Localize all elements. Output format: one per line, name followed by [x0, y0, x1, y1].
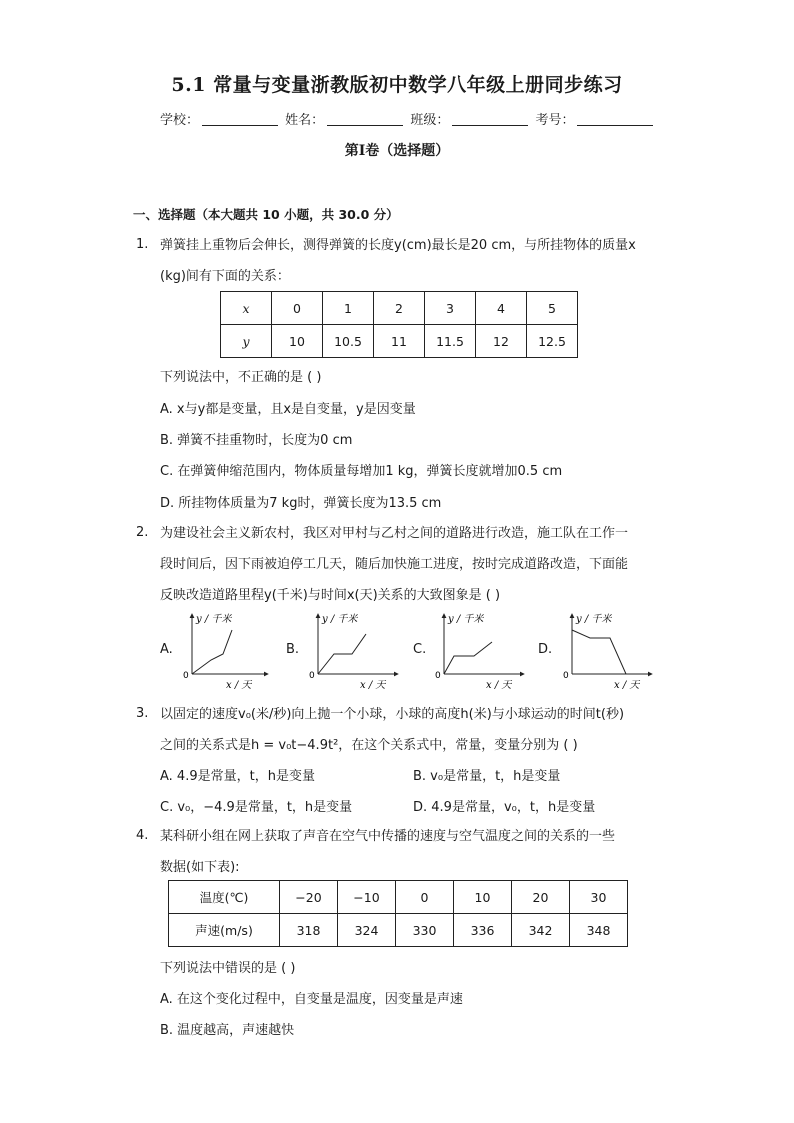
table-cell: 11	[374, 325, 425, 358]
table-cell: 30	[570, 881, 628, 914]
q1-option-b[interactable]: B. 弹簧不挂重物时，长度为0 cm	[160, 433, 353, 448]
school-label: 学校：	[160, 113, 200, 128]
origin-label: 0	[563, 671, 569, 681]
q1-table	[220, 291, 578, 358]
table-cell: 342	[512, 914, 570, 947]
x-axis-label: x / 天	[614, 680, 640, 690]
name-blank[interactable]	[327, 113, 403, 126]
graph-line	[444, 642, 492, 674]
q2-graph-d[interactable]	[558, 608, 658, 690]
y-axis-label: y / 千米	[196, 614, 232, 625]
x-axis-label: x / 天	[360, 680, 386, 690]
origin-label: 0	[435, 671, 441, 681]
class-label: 班级：	[410, 113, 450, 128]
table-row	[169, 914, 628, 947]
school-blank[interactable]	[202, 113, 278, 126]
q4-stem: 下列说法中错误的是 ( )	[160, 961, 296, 976]
table-cell: 2	[374, 292, 425, 325]
table-cell: 0	[272, 292, 323, 325]
table-cell: −10	[338, 881, 396, 914]
table-cell: 12	[476, 325, 527, 358]
q1-line-2: (kg)间有下面的关系：	[160, 269, 290, 284]
q2-line-3: 反映改造道路里程y(千米)与时间x(天)关系的大致图象是 ( )	[160, 588, 501, 603]
q4-option-a[interactable]: A. 在这个变化过程中，自变量是温度，因变量是声速	[160, 992, 463, 1007]
q2-option-a-letter[interactable]: A.	[160, 642, 173, 657]
x-axis-label: x / 天	[486, 680, 512, 690]
q2-line-1: 为建设社会主义新农村，我区对甲村与乙村之间的道路进行改造，施工队在工作一	[160, 526, 629, 541]
table-cell: 10	[272, 325, 323, 358]
table-row	[221, 292, 578, 325]
graph-line	[192, 630, 232, 674]
q3-option-a[interactable]: A. 4.9是常量，t，h是变量	[160, 769, 315, 784]
table-cell: 348	[570, 914, 628, 947]
exam-no-blank[interactable]	[577, 113, 653, 126]
q1-line-1: 弹簧挂上重物后会伸长，测得弹簧的长度y(cm)最长是20 cm，与所挂物体的质量x	[160, 238, 636, 253]
q4-option-b[interactable]: B. 温度越高，声速越快	[160, 1023, 295, 1038]
q1-stem: 下列说法中，不正确的是 ( )	[160, 370, 322, 385]
table-cell: 336	[454, 914, 512, 947]
q3-line-2: 之间的关系式是h = v₀t−4.9t²，在这个关系式中，常量，变量分别为 ( )	[160, 738, 578, 753]
table-cell: 0	[396, 881, 454, 914]
q4-line-2: 数据(如下表):	[160, 860, 240, 875]
q3-line-1: 以固定的速度v₀(米/秒)向上抛一个小球，小球的高度h(米)与小球运动的时间t(秒)	[160, 707, 625, 722]
table-cell: 318	[280, 914, 338, 947]
q3-number: 3.	[136, 706, 149, 721]
table-cell: 声速(m/s)	[169, 914, 280, 947]
graph-line	[572, 630, 626, 674]
x-axis-label: x / 天	[226, 680, 252, 690]
q3-option-b[interactable]: B. v₀是常量，t，h是变量	[413, 769, 561, 784]
table-cell: 324	[338, 914, 396, 947]
table-cell: 5	[527, 292, 578, 325]
page-title: 5.1 常量与变量浙教版初中数学八年级上册同步练习	[171, 74, 623, 96]
q1-option-c[interactable]: C. 在弹簧伸缩范围内，物体质量每增加1 kg，弹簧长度就增加0.5 cm	[160, 464, 563, 479]
table-row	[169, 881, 628, 914]
y-axis-label: y / 千米	[448, 614, 484, 625]
volume-heading: 第I卷（选择题）	[344, 143, 450, 159]
table-cell: 3	[425, 292, 476, 325]
class-blank[interactable]	[452, 113, 528, 126]
q3-option-d[interactable]: D. 4.9是常量，v₀，t，h是变量	[413, 800, 596, 815]
q1-option-a[interactable]: A. x与y都是变量，且x是自变量，y是因变量	[160, 402, 416, 417]
table-cell: 4	[476, 292, 527, 325]
q4-line-1: 某科研小组在网上获取了声音在空气中传播的速度与空气温度之间的关系的一些	[160, 829, 616, 844]
table-cell: 10	[454, 881, 512, 914]
table-cell: 12.5	[527, 325, 578, 358]
origin-label: 0	[183, 671, 189, 681]
table-cell: 11.5	[425, 325, 476, 358]
q1-option-d[interactable]: D. 所挂物体质量为7 kg时，弹簧长度为13.5 cm	[160, 496, 442, 511]
table-cell: y	[221, 325, 272, 358]
table-cell: 10.5	[323, 325, 374, 358]
q2-graph-b[interactable]	[304, 608, 404, 690]
student-info-row	[160, 109, 656, 128]
table-cell: x	[221, 292, 272, 325]
q2-option-b-letter[interactable]: B.	[286, 642, 300, 657]
table-cell: −20	[280, 881, 338, 914]
q1-number: 1.	[136, 237, 149, 252]
table-cell: 330	[396, 914, 454, 947]
exam-no-label: 考号：	[535, 113, 575, 128]
table-cell: 温度(℃)	[169, 881, 280, 914]
q4-table	[168, 880, 628, 947]
q2-graph-c[interactable]	[430, 608, 530, 690]
graph-line	[318, 634, 366, 674]
y-axis-label: y / 千米	[576, 614, 612, 625]
q2-option-d-letter[interactable]: D.	[538, 642, 553, 657]
table-cell: 20	[512, 881, 570, 914]
q2-number: 2.	[136, 525, 149, 540]
q3-option-c[interactable]: C. v₀，−4.9是常量，t，h是变量	[160, 800, 353, 815]
q2-graph-a[interactable]	[178, 608, 274, 690]
section-heading: 一、选择题（本大题共 10 小题，共 30.0 分）	[133, 207, 399, 222]
table-row	[221, 325, 578, 358]
q4-number: 4.	[136, 828, 149, 843]
name-label: 姓名：	[285, 113, 325, 128]
q2-line-2: 段时间后，因下雨被迫停工几天，随后加快施工进度，按时完成道路改造，下面能	[160, 557, 629, 572]
origin-label: 0	[309, 671, 315, 681]
q2-option-c-letter[interactable]: C.	[413, 642, 427, 657]
y-axis-label: y / 千米	[322, 614, 358, 625]
table-cell: 1	[323, 292, 374, 325]
